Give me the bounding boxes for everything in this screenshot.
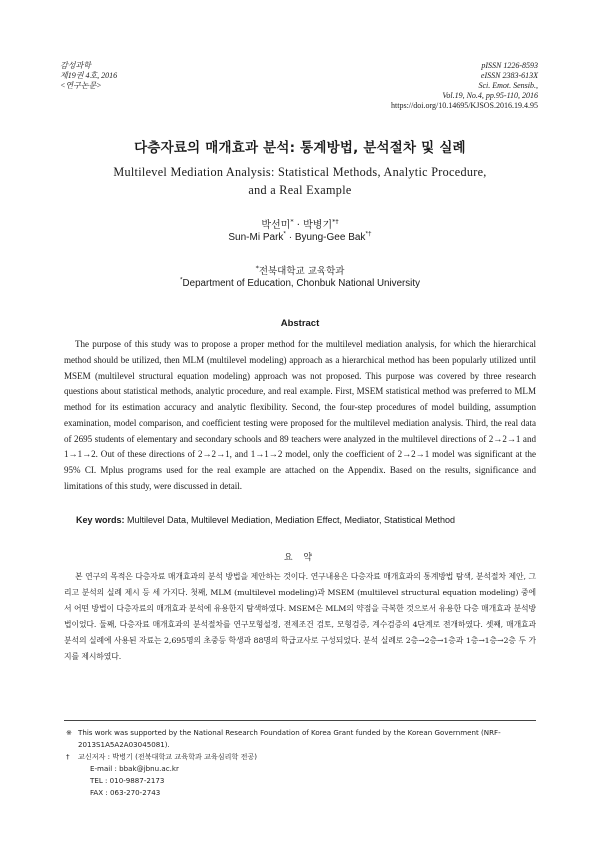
author-1-en: Sun-Mi Park — [228, 232, 284, 243]
abstract-heading: Abstract — [280, 318, 320, 329]
affiliation-ko-text: 전북대학교 교육학과 — [258, 266, 345, 277]
footnote-corresponding-mark: † — [66, 752, 70, 761]
author-2-ko-mark: *† — [332, 217, 339, 226]
doi-link[interactable]: https://doi.org/10.14695/KJSOS.2016.19.4.95 — [391, 101, 538, 110]
title-korean: 다층자료의 매개효과 분석: 통계방법, 분석절차 및 실례 — [134, 140, 466, 156]
authors-korean — [0, 216, 600, 231]
contact-tel: TEL : 010-9887-2173 — [90, 776, 165, 785]
author-2-ko: 박병기 — [303, 220, 333, 231]
pissn: pISSN 1226-8593 — [481, 61, 538, 70]
footnote-divider — [64, 720, 536, 721]
author-1-en-mark: * — [283, 230, 286, 238]
journal-volume-en: Vol.19, No.4, pp.95-110, 2016 — [442, 91, 538, 100]
journal-header-right — [391, 61, 538, 111]
contact-email[interactable]: E-mail : bbak@jbnu.ac.kr — [90, 764, 179, 773]
title-english — [60, 163, 540, 199]
journal-header-left — [60, 61, 117, 91]
author-separator: · — [285, 232, 295, 243]
author-1-ko-mark: * — [290, 217, 294, 226]
title-english-line-2: and a Real Example — [248, 183, 352, 197]
author-2-en-mark: *† — [365, 230, 372, 238]
abstract-text: The purpose of this study was to propose a proper method for the multilevel mediation analysis, for which the hierarchical method should be utilized, then MLM (multilevel modeling) approach as a hierarchical method has been popularly utilized until MSEM (multilevel structural equation modeling) approach was not proposed. This purpose was covered by three research questions about statistical methods, analytic procedure, and real example. First, MSEM statistical method was preferred to MLM method for its estimation accuracy and analytic flexibility. Second, the four-step procedures of model building, assumption examination, model comparison, and coefficient testing were proposed for the multilevel mediation analysis. Third, the real data of 2695 students of elementary and secondary schools and 89 teachers were analyzed in the multilevel directions of 2→2→1 and 1→1→2. Out of these directions of 2→2→1, and 1→1→2 model, only the coefficient of 2→2→1 model was significant at the 95% CI. Mplus programs used for the real example are attached on the Appendix. Based on the results, significance and limitations of this study, were discussed in detail. — [64, 339, 536, 491]
keywords-text: Multilevel Data, Multilevel Mediation, Mediation Effect, Mediator, Statistical Method — [127, 515, 456, 525]
footnote-corresponding-text: 교신저자 : 박병기 (전북대학교 교육학과 교육심리학 전공) — [78, 752, 258, 761]
footnotes — [64, 727, 536, 799]
keywords-label: Key words: — [76, 515, 125, 525]
affiliation-mark: * — [180, 276, 183, 284]
journal-name-en: Sci. Emot. Sensib., — [478, 81, 538, 90]
journal-volume-ko: 제19권 4호, 2016 — [60, 71, 118, 80]
author-1-ko: 박선미 — [261, 220, 291, 231]
article-type-ko: <연구논문> — [60, 81, 102, 90]
affiliation-mark: * — [255, 263, 259, 272]
footnote-funding-text: This work was supported by the National Research Foundation of Korea Grant funded by the Korean Government (NRF-2013S1A5A2A03045081). — [78, 728, 501, 749]
eissn: eISSN 2383-613X — [480, 71, 538, 80]
affiliation-en-text: Department of Education, Chonbuk National University — [182, 278, 420, 289]
affiliation-english — [0, 278, 600, 289]
contact-fax: FAX : 063-270-2743 — [90, 788, 161, 797]
footnote-funding — [64, 727, 536, 751]
keywords — [76, 515, 536, 525]
summary-text: 본 연구의 목적은 다층자료 매개효과의 분석 방법을 제안하는 것이다. 연구내용은 다층자료 매개효과의 통계방법 탐색, 분석절차 제안, 그리고 분석의 실례 제시 등 세 가지다. 첫째, MLM (multilevel modeling)과 MSEM (multilevel structural equation modeling) 중에서 어떤 방법이 다층자료의 매개효과 분석에 유용한지 탐색하였다. MSEM은 MLM의 약점을 극복한 것으로서 유용한 다층 매개효과 분석방법이었다. 둘째, 다층자료 매개효과의 분석절차를 연구모형설정, 전제조건 검토, 모형검증, 계수검증의 4단계로 전개하였다. 셋째, 매개효과 분석의 실례에 사용된 자료는 2,695명의 초중등 학생과 88명의 학급교사로 구성되었다. 분석 실례로 2층→2층→1층과 1층→1층→2층 두 가지를 제시하였다. — [64, 572, 536, 661]
footnote-funding-mark: ※ — [66, 728, 72, 737]
footnote-corresponding-author — [64, 751, 536, 763]
title-english-line-1: Multilevel Mediation Analysis: Statistical Methods, Analytic Procedure, — [113, 165, 487, 179]
author-2-en: Byung-Gee Bak — [294, 232, 366, 243]
journal-name-ko: 감성과학 — [60, 61, 91, 70]
authors-english — [0, 232, 600, 243]
affiliation-korean — [0, 263, 600, 277]
author-separator: · — [293, 220, 304, 231]
summary-heading: 요 약 — [283, 553, 317, 563]
